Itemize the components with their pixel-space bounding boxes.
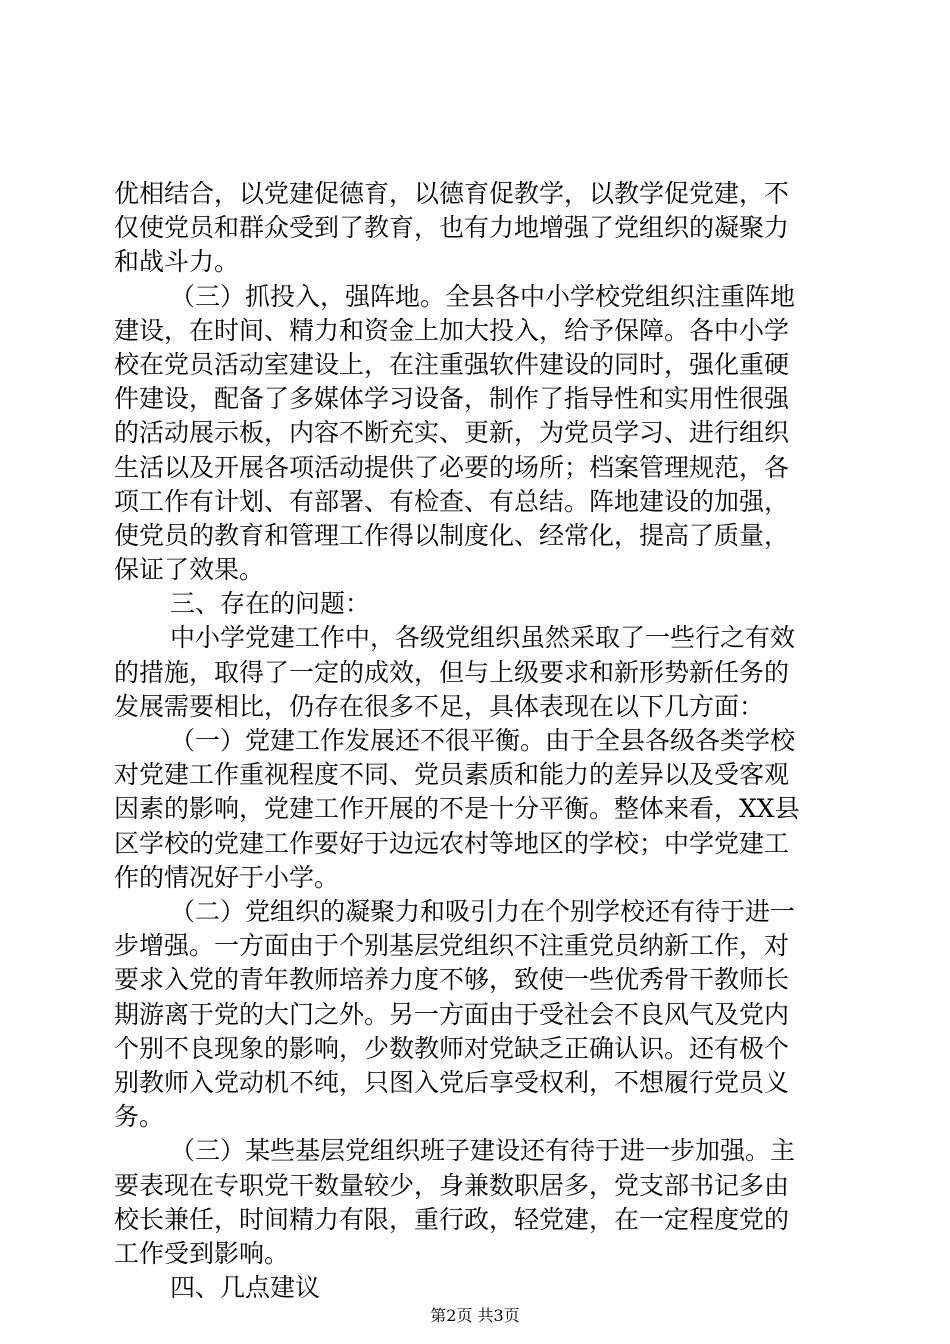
section-heading: 三、存在的问题： (170, 589, 371, 618)
body-text-line: 项工作有计划、有部署、有检查、有总结。阵地建设的加强， (114, 487, 790, 516)
body-text-line: （二）党组织的凝聚力和吸引力在个别学校还有待于进一 (170, 897, 796, 926)
body-text-line: 仅使党员和群众受到了教育，也有力地增强了党组织的凝聚力 (114, 213, 790, 242)
body-text-line: 工作受到影响。 (114, 1239, 290, 1268)
body-text-line: 优相结合，以党建促德育，以德育促教学，以教学促党建，不 (114, 179, 790, 208)
body-text-line: 作的情况好于小学。 (114, 863, 340, 892)
body-text-line: 的措施，取得了一定的成效，但与上级要求和新形势新任务的 (114, 658, 790, 687)
body-text-line: 要求入党的青年教师培养力度不够，致使一些优秀骨干教师长 (114, 965, 790, 994)
body-text-line: 要表现在专职党干数量较少，身兼数职居多，党支部书记多由 (114, 1171, 790, 1200)
body-text-line: 务。 (114, 1102, 165, 1131)
body-text-line: 件建设，配备了多媒体学习设备，制作了指导性和实用性很强 (114, 384, 790, 413)
page-number-footer: 第2页 共3页 (430, 1306, 520, 1325)
body-text-line: 保证了效果。 (114, 555, 265, 584)
body-text-line: 对党建工作重视程度不同、党员素质和能力的差异以及受客观 (114, 760, 790, 789)
body-text-line: 发展需要相比，仍存在很多不足，具体表现在以下几方面： (114, 692, 765, 721)
body-text-line: 和战斗力。 (114, 247, 240, 276)
body-text-line: （三）某些基层党组织班子建设还有待于进一步加强。主 (170, 1136, 796, 1165)
body-text-line: （一）党建工作发展还不很平衡。由于全县各级各类学校 (170, 726, 796, 755)
body-text-line: 个别不良现象的影响，少数教师对党缺乏正确认识。还有极个 (114, 1034, 790, 1063)
body-text-line: 的活动展示板，内容不断充实、更新，为党员学习、进行组织 (114, 418, 790, 447)
body-text-line: 因素的影响，党建工作开展的不是十分平衡。整体来看，XX县 (114, 794, 800, 823)
body-text-line: 区学校的党建工作要好于边远农村等地区的学校；中学党建工 (114, 829, 790, 858)
body-text-line: 校长兼任，时间精力有限，重行政，轻党建，在一定程度党的 (114, 1205, 790, 1234)
body-text-line: 使党员的教育和管理工作得以制度化、经常化，提高了质量， (114, 521, 790, 550)
body-text-line: 校在党员活动室建设上，在注重强软件建设的同时，强化重硬 (114, 350, 790, 379)
body-text-line: 步增强。一方面由于个别基层党组织不注重党员纳新工作，对 (114, 931, 790, 960)
section-heading: 四、几点建议 (170, 1273, 321, 1302)
body-text-line: 中小学党建工作中，各级党组织虽然采取了一些行之有效 (170, 623, 796, 652)
body-text-line: （三）抓投入，强阵地。全县各中小学校党组织注重阵地 (170, 282, 796, 311)
body-text-line: 期游离于党的大门之外。另一方面由于受社会不良风气及党内 (114, 1000, 790, 1029)
body-text-line: 生活以及开展各项活动提供了必要的场所；档案管理规范，各 (114, 453, 790, 482)
body-text-line: 建设，在时间、精力和资金上加大投入，给予保障。各中小学 (114, 316, 790, 345)
body-text-line: 别教师入党动机不纯，只图入党后享受权利，不想履行党员义 (114, 1068, 790, 1097)
